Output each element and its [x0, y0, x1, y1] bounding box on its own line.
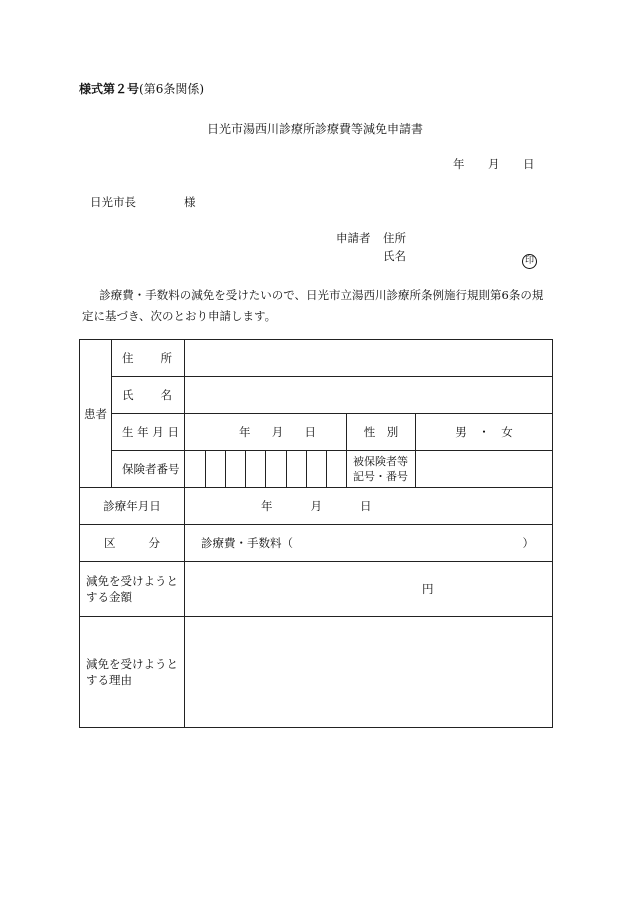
address-label: 住 所 — [112, 340, 185, 377]
row-birthdate — [80, 414, 553, 451]
reason-field[interactable] — [185, 617, 553, 728]
row-reason — [80, 617, 553, 728]
row-insurance — [80, 451, 553, 488]
applicant-name-label: 氏名 — [383, 249, 406, 263]
digit-box[interactable] — [307, 451, 327, 487]
amount-field[interactable] — [185, 562, 553, 617]
date-year: 年 — [453, 157, 465, 171]
birth-month: 月 — [271, 425, 284, 439]
applicant-address-label: 住所 — [383, 231, 406, 245]
digit-box[interactable] — [287, 451, 307, 487]
name-label: 氏 名 — [112, 377, 185, 414]
sex-options[interactable]: 男 ・ 女 — [416, 414, 553, 451]
digit-box[interactable] — [205, 451, 226, 487]
date-day: 日 — [523, 157, 535, 171]
insurance-number-boxes[interactable] — [185, 451, 347, 488]
addressee-honorific: 様 — [184, 195, 196, 209]
date-month: 月 — [488, 157, 500, 171]
insured-id-label: 被保険者等 記号・番号 — [347, 451, 416, 488]
insurance-number-label: 保険者番号 — [112, 451, 185, 488]
digit-box[interactable] — [327, 451, 346, 487]
application-table — [79, 339, 553, 728]
digit-box[interactable] — [266, 451, 286, 487]
category-label: 区 分 — [80, 525, 185, 562]
category-field[interactable]: 診療費・手数料（ ） — [185, 525, 553, 562]
visit-date-label: 診療年月日 — [80, 488, 185, 525]
seal-mark: 印 — [522, 248, 537, 269]
amount-unit: 円 — [422, 582, 434, 596]
body-text: 診療費・手数料の減免を受けたいので、日光市立湯西川診療所条例施行規則第6条の規定に基づき、次のとおり申請します。 — [82, 288, 544, 323]
visit-year: 年 — [261, 499, 273, 513]
address-field[interactable] — [185, 340, 553, 377]
visit-month: 月 — [310, 499, 322, 513]
applicant-label: 申請者 — [336, 231, 371, 245]
birth-year: 年 — [239, 425, 251, 439]
insured-id-field[interactable] — [416, 451, 553, 488]
sex-label: 性 別 — [347, 414, 416, 451]
document-title: 日光市湯西川診療所診療費等減免申請書 — [206, 122, 423, 136]
addressee-name: 日光市長 — [90, 195, 136, 209]
visit-date-field[interactable] — [185, 488, 553, 525]
visit-day: 日 — [360, 499, 372, 513]
row-name — [80, 377, 553, 414]
birth-day: 日 — [304, 425, 316, 439]
digit-box[interactable] — [246, 451, 266, 487]
name-field[interactable] — [185, 377, 553, 414]
digit-box[interactable] — [226, 451, 246, 487]
form-number: 様式第２号(第6条関係) — [79, 82, 205, 96]
patient-label: 患者 — [80, 340, 112, 488]
row-amount — [80, 562, 553, 617]
birthdate-label: 生 年 月 日 — [112, 414, 185, 451]
row-address — [80, 340, 553, 377]
reason-label: 減免を受けようと する理由 — [80, 617, 185, 728]
birthdate-field[interactable] — [185, 414, 347, 451]
row-visit-date — [80, 488, 553, 525]
amount-label: 減免を受けようと する金額 — [80, 562, 185, 617]
row-category — [80, 525, 553, 562]
